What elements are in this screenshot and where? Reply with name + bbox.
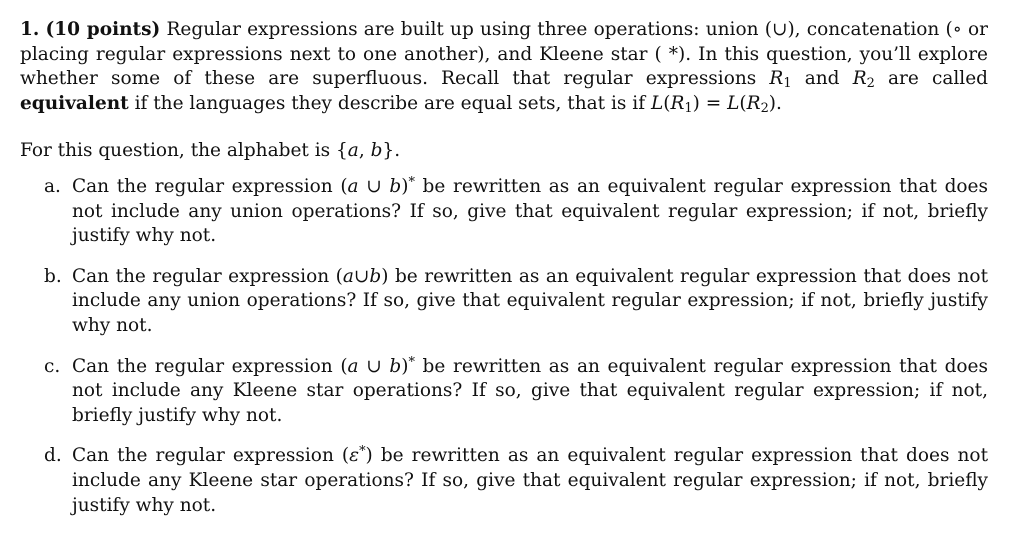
- question-part-a: [20, 175, 988, 249]
- question-part-d: [20, 444, 988, 518]
- part-label: d.: [44, 445, 62, 467]
- question-parts-list: [20, 175, 988, 518]
- part-text: be rewritten as an equivalent regular expression that does not include any union operations? If so, give that equivalent regular expression; if not, briefly justify why not.: [72, 175, 989, 247]
- math-paren: (: [341, 445, 350, 467]
- math-l1: L: [650, 92, 664, 114]
- question-part-b: [20, 265, 988, 339]
- union-symbol: ∪: [358, 355, 390, 377]
- math-brace: }: [382, 140, 395, 162]
- document-body: [20, 18, 988, 534]
- math-l2: L: [727, 92, 740, 114]
- intro-text: are called: [874, 68, 988, 90]
- part-text: be rewritten as an equivalent regular expression that does not include any union operations? If so, give that equivalent regular expression; if not, briefly justify why not.: [72, 265, 988, 336]
- math-r1-subscript: 1: [783, 76, 792, 92]
- math-paren: (: [739, 92, 747, 114]
- part-label: a.: [44, 175, 61, 197]
- math-symbol-b: b: [370, 140, 383, 162]
- math-brace: {: [336, 140, 348, 162]
- math-symbol-b: b: [369, 265, 382, 287]
- star-superscript: *: [408, 175, 415, 191]
- math-comma: ,: [358, 140, 371, 162]
- math-paren: ): [401, 355, 409, 377]
- star-superscript: *: [408, 354, 415, 370]
- math-symbol-a: a: [347, 175, 359, 197]
- math-paren: ): [401, 175, 409, 197]
- intro-text: ), concatenation (: [787, 19, 953, 40]
- math-r2: R: [746, 92, 761, 114]
- part-text: Can the regular expression: [72, 445, 342, 467]
- intro-text: .: [776, 92, 782, 114]
- math-r1: R: [670, 92, 685, 114]
- union-symbol: ∪: [358, 175, 390, 197]
- math-paren: ): [768, 92, 777, 114]
- math-subscript: 1: [684, 101, 693, 117]
- math-paren: ): [365, 445, 373, 467]
- equivalent-term: equivalent: [20, 92, 129, 114]
- part-text: Can the regular expression: [72, 355, 341, 377]
- math-symbol-b: b: [389, 175, 402, 197]
- math-r2: R: [852, 68, 867, 90]
- part-text: Can the regular expression: [72, 175, 341, 197]
- alphabet-text: For this question, the alphabet is: [20, 140, 336, 162]
- problem-statement: [20, 18, 988, 116]
- star-symbol: *: [668, 43, 679, 65]
- math-subscript: 2: [760, 101, 769, 117]
- union-symbol: ∪: [771, 19, 788, 40]
- alphabet-period: .: [394, 140, 401, 162]
- problem-points: (10 points): [45, 19, 161, 40]
- part-text: be rewritten as an equivalent regular expression that does not include any Kleene star operations? If so, give that equivalent regular expression; if not, briefly justify why not.: [72, 355, 989, 426]
- math-paren: ): [692, 92, 700, 114]
- concat-symbol: ∘: [952, 19, 962, 40]
- part-label: b.: [44, 265, 62, 287]
- math-paren: (: [340, 175, 348, 197]
- union-symbol: ∪: [353, 265, 370, 287]
- problem-number: 1.: [20, 19, 40, 40]
- intro-text: Regular expressions are built up using three operations: union (: [160, 19, 772, 40]
- intro-text: if the languages they describe are equal sets, that is if: [128, 92, 651, 114]
- part-label: c.: [44, 355, 61, 377]
- intro-text: and: [791, 68, 853, 90]
- intro-text: or placing regular expressions next to one another), and Kleene star (: [20, 19, 988, 65]
- math-equals: =: [699, 92, 728, 114]
- math-paren: (: [335, 265, 343, 287]
- star-superscript: *: [359, 444, 366, 460]
- math-symbol-a: a: [342, 265, 354, 287]
- part-text: be rewritten as an equivalent regular expression that does not include any Kleene star operations? If so, give that equivalent regular expression; if not, briefly justify why not.: [72, 445, 988, 516]
- intro-text: ). In this question, you’ll explore whether some of these are superfluous. Recall that regular expressions: [20, 43, 988, 90]
- math-paren: (: [340, 355, 348, 377]
- math-r1: R: [769, 68, 784, 90]
- math-symbol-a: a: [347, 355, 359, 377]
- alphabet-statement: [20, 139, 988, 164]
- math-symbol-b: b: [389, 355, 402, 377]
- math-paren: (: [663, 92, 671, 114]
- question-part-c: [20, 355, 988, 429]
- part-text: Can the regular expression: [72, 265, 336, 287]
- math-paren: ): [381, 265, 389, 287]
- math-r2-subscript: 2: [866, 76, 875, 92]
- math-epsilon: ε: [349, 445, 360, 467]
- math-symbol-a: a: [347, 140, 359, 162]
